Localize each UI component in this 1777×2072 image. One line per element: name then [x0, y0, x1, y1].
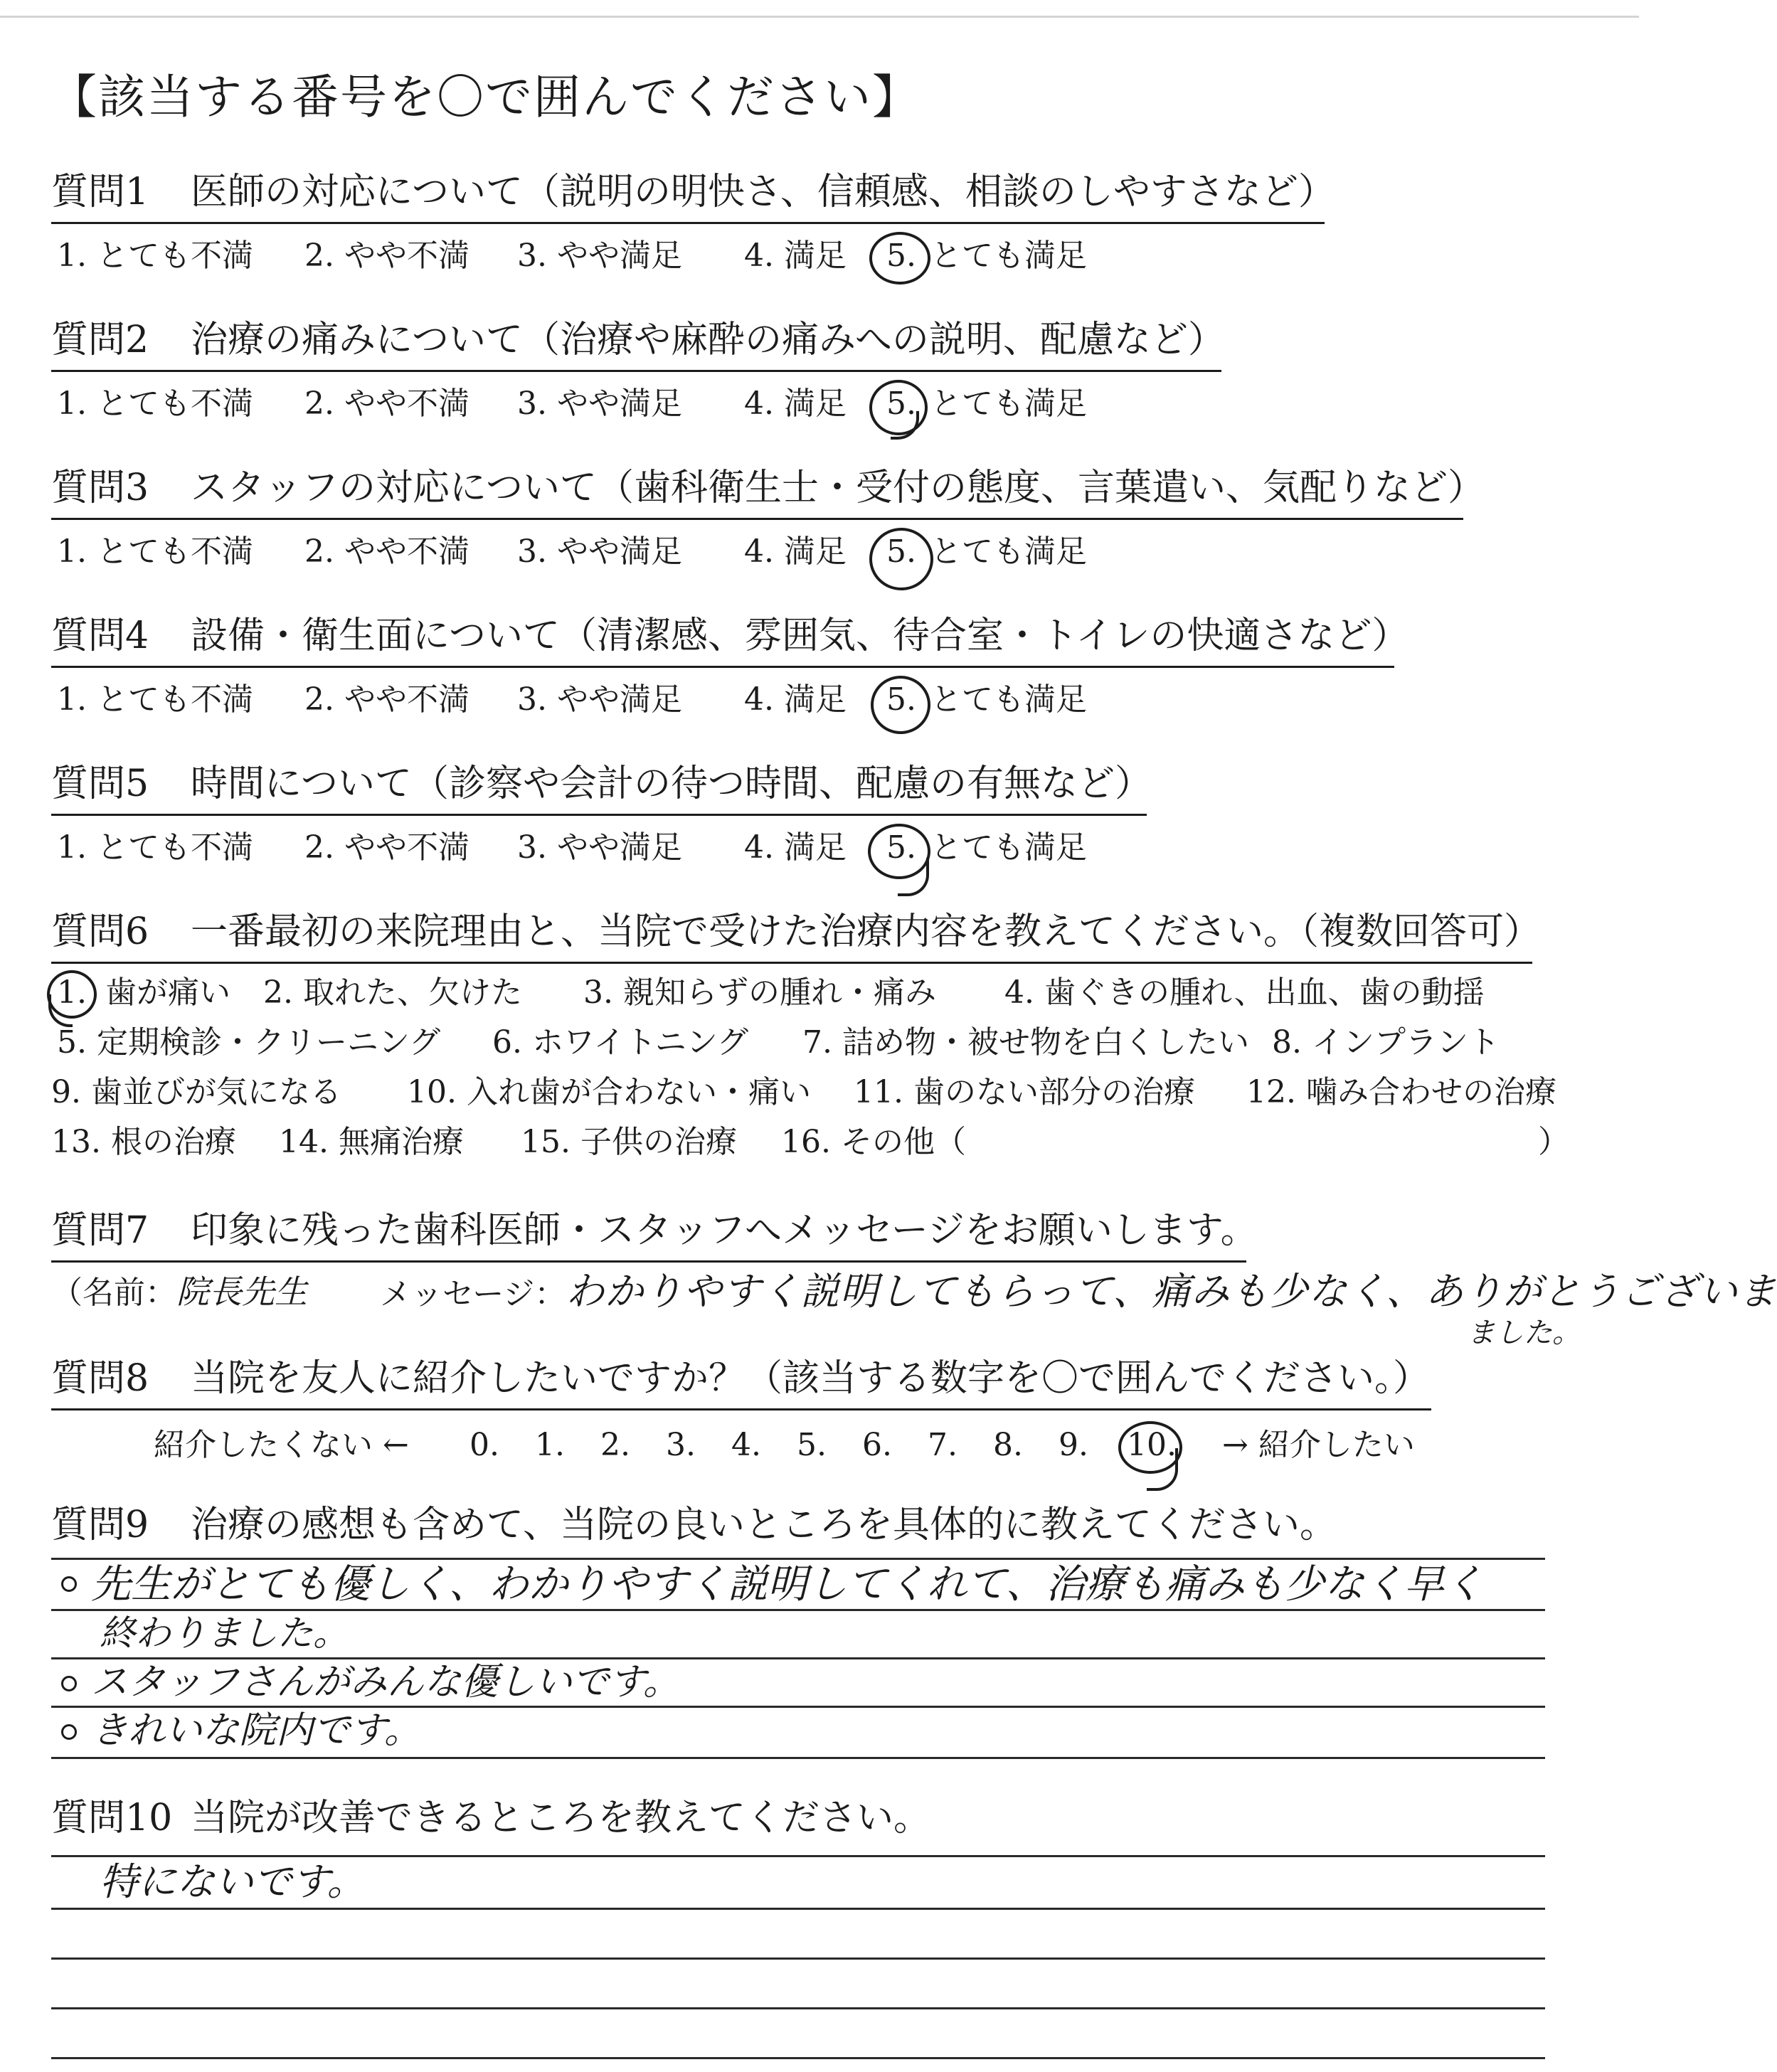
option-4[interactable]: 4. 満足	[744, 238, 847, 274]
page-top-rule	[0, 16, 1639, 18]
name-label: （名前：	[51, 1275, 176, 1311]
question-title	[51, 162, 1335, 222]
message-line-2: ました。	[1467, 1317, 1581, 1349]
q6-row-1	[51, 967, 1616, 1019]
option-4[interactable]: 4. 満足	[744, 533, 847, 570]
question-2	[51, 310, 1616, 459]
question-text: 当院を友人に紹介したいですか？（該当する数字を〇で囲んでください。）	[191, 1357, 1431, 1400]
question-number: 質問6	[51, 910, 149, 953]
option-3[interactable]: 3. やや満足	[517, 238, 682, 274]
message-field[interactable]	[380, 1263, 1777, 1320]
reason-6[interactable]: 6. ホワイトニング	[492, 1024, 749, 1061]
answer-line	[51, 1908, 1545, 1910]
question-number: 質問10	[51, 1797, 173, 1839]
option-3[interactable]: 3. やや満足	[517, 533, 682, 570]
option-5-label: とても満足	[930, 238, 1087, 274]
option-1[interactable]: 1. とても不満	[57, 238, 253, 274]
selection-circle-tail	[1147, 1448, 1178, 1491]
question-underline	[51, 814, 1147, 816]
option-4[interactable]: 4. 満足	[744, 681, 847, 718]
question-title	[51, 606, 1409, 666]
q6-row-3	[51, 1067, 1616, 1118]
bullet-icon	[61, 1724, 77, 1740]
question-title	[51, 310, 1225, 370]
recommend-scale	[51, 1420, 1616, 1471]
answer-line	[51, 1558, 1545, 1560]
selection-circle	[869, 528, 933, 590]
option-5[interactable]: 5.	[886, 238, 916, 274]
good-point-3: きれいな院内です。	[91, 1709, 421, 1752]
reason-13[interactable]: 13. 根の治療	[51, 1124, 236, 1160]
question-7	[51, 1201, 1777, 1349]
question-underline	[51, 962, 1532, 964]
reason-7[interactable]: 7. 詰め物・被せ物を白くしたい	[802, 1024, 1249, 1061]
selection-circle	[869, 232, 930, 285]
selection-circle	[871, 676, 930, 734]
option-5[interactable]: 5.	[886, 829, 916, 866]
reason-14[interactable]: 14. 無痛治療	[279, 1124, 464, 1160]
scale-right-label: → 紹介したい	[1222, 1427, 1415, 1463]
name-field[interactable]	[51, 1263, 307, 1320]
bullet-icon	[61, 1576, 77, 1592]
question-underline	[51, 370, 1221, 372]
question-underline	[51, 666, 1394, 668]
good-point-1-cont: 終わりました。	[100, 1613, 349, 1654]
bullet-icon	[61, 1676, 77, 1691]
option-1[interactable]: 1. とても不満	[57, 386, 253, 422]
q6-row-4	[51, 1117, 1616, 1168]
question-number: 質問2	[51, 319, 149, 361]
reason-3[interactable]: 3. 親知らずの腫れ・痛み	[583, 974, 936, 1011]
option-2[interactable]: 2. やや不満	[304, 681, 470, 718]
question-number: 質問9	[51, 1504, 149, 1546]
question-number: 質問5	[51, 763, 149, 805]
reason-12[interactable]: 12. 噛み合わせの治療	[1246, 1074, 1556, 1110]
question-text: 印象に残った歯科医師・スタッフへメッセージをお願いします。	[191, 1209, 1258, 1252]
reason-16-close: ）	[1538, 1124, 1569, 1160]
question-title	[51, 902, 1541, 962]
reason-1[interactable]: 歯が痛い	[105, 974, 230, 1011]
scale-7[interactable]: 7.	[928, 1427, 958, 1463]
scale-3[interactable]: 3.	[666, 1427, 696, 1463]
option-5-label: とても満足	[930, 533, 1087, 570]
scale-2[interactable]: 2.	[600, 1427, 630, 1463]
answer-line	[51, 2057, 1545, 2059]
option-3[interactable]: 3. やや満足	[517, 829, 682, 866]
question-title	[51, 1788, 930, 1848]
option-2[interactable]: 2. やや不満	[304, 386, 470, 422]
reason-11[interactable]: 11. 歯のない部分の治療	[854, 1074, 1195, 1110]
question-title	[51, 1201, 1258, 1260]
question-number: 質問8	[51, 1357, 149, 1400]
option-5-label: とても満足	[930, 681, 1087, 718]
question-1	[51, 162, 1616, 312]
reason-10[interactable]: 10. 入れ歯が合わない・痛い	[407, 1074, 811, 1110]
message-label: メッセージ：	[380, 1276, 566, 1312]
good-point-1: 先生がとても優しく、わかりやすく説明してくれて、治療も痛みも少なく早く	[91, 1561, 1484, 1608]
question-text: 時間について（診察や会計の待つ時間、配慮の有無など）	[191, 763, 1152, 805]
option-5[interactable]: 5.	[886, 681, 916, 718]
reason-9[interactable]: 9. 歯並びが気になる	[51, 1074, 341, 1110]
question-text: 治療の痛みについて（治療や麻酔の痛みへの説明、配慮など）	[191, 319, 1225, 361]
option-2[interactable]: 2. やや不満	[304, 238, 470, 274]
option-5[interactable]: 5.	[886, 386, 916, 422]
question-number: 質問3	[51, 467, 149, 509]
question-text: 治療の感想も含めて、当院の良いところを具体的に教えてください。	[191, 1504, 1337, 1546]
reason-1-number[interactable]: 1.	[57, 974, 87, 1011]
question-text: 一番最初の来院理由と、当院で受けた治療内容を教えてください。（複数回答可）	[191, 910, 1542, 953]
answer-line	[51, 1855, 1545, 1857]
selection-circle-tail	[891, 411, 919, 440]
question-text: 当院が改善できるところを教えてください。	[191, 1797, 931, 1839]
reason-5[interactable]: 5. 定期検診・クリーニング	[57, 1024, 441, 1061]
question-number: 質問4	[51, 615, 149, 657]
option-2[interactable]: 2. やや不満	[304, 533, 470, 570]
question-text: 医師の対応について（説明の明快さ、信頼感、相談のしやすさなど）	[191, 171, 1335, 213]
option-1[interactable]: 1. とても不満	[57, 533, 253, 570]
reason-2[interactable]: 2. 取れた、欠けた	[263, 974, 522, 1011]
option-3[interactable]: 3. やや満足	[517, 386, 682, 422]
option-3[interactable]: 3. やや満足	[517, 681, 682, 718]
question-8	[51, 1349, 1616, 1491]
name-value: 院長先生	[176, 1273, 307, 1311]
question-title	[51, 754, 1152, 814]
answer-line	[51, 1757, 1545, 1759]
option-1[interactable]: 1. とても不満	[57, 829, 253, 866]
scale-6[interactable]: 6.	[862, 1427, 892, 1463]
scale-8[interactable]: 8.	[993, 1427, 1023, 1463]
scale-left-label: 紹介したくない ←	[154, 1427, 409, 1463]
question-number: 質問7	[51, 1209, 149, 1252]
scale-4[interactable]: 4.	[731, 1427, 761, 1463]
question-10	[51, 1788, 1616, 1845]
scale-10[interactable]: 10.	[1127, 1427, 1177, 1463]
scale-0[interactable]: 0.	[470, 1427, 499, 1463]
reason-16[interactable]: 16. その他（	[781, 1124, 966, 1160]
reason-4[interactable]: 4. 歯ぐきの腫れ、出血、歯の動揺	[1004, 974, 1485, 1011]
selection-circle-tail	[898, 858, 929, 896]
form-heading: 【該当する番号を〇で囲んでください】	[50, 70, 921, 124]
reason-15[interactable]: 15. 子供の治療	[521, 1124, 737, 1160]
scale-9[interactable]: 9.	[1059, 1427, 1088, 1463]
option-4[interactable]: 4. 満足	[744, 386, 847, 422]
question-3	[51, 458, 1616, 607]
question-5	[51, 754, 1616, 903]
answer-line	[51, 2007, 1545, 2009]
scale-1[interactable]: 1.	[535, 1427, 565, 1463]
good-point-2: スタッフさんがみんな優しいです。	[91, 1661, 680, 1704]
message-line-1: わかりやすく説明してもらって、痛みも少なく、ありがとうございま	[566, 1269, 1777, 1314]
option-4[interactable]: 4. 満足	[744, 829, 847, 866]
option-1[interactable]: 1. とても不満	[57, 681, 253, 718]
question-text: 設備・衛生面について（清潔感、雰囲気、待合室・トイレの快適さなど）	[191, 615, 1409, 657]
improvement-answer: 特にないです。	[100, 1859, 366, 1904]
answer-line	[51, 1957, 1545, 1960]
question-underline	[51, 518, 1463, 520]
option-5-label: とても満足	[930, 829, 1087, 866]
question-4	[51, 606, 1616, 755]
reason-8[interactable]: 8. インプラント	[1272, 1024, 1500, 1061]
question-text: スタッフの対応について（歯科衛生士・受付の態度、言葉遣い、気配りなど）	[191, 467, 1485, 509]
question-underline	[51, 222, 1325, 224]
scale-5[interactable]: 5.	[797, 1427, 827, 1463]
q6-row-2	[51, 1017, 1616, 1068]
question-underline	[51, 1260, 1246, 1263]
question-underline	[51, 1408, 1431, 1410]
option-5[interactable]: 5.	[886, 533, 916, 570]
question-title	[51, 1349, 1430, 1408]
question-title	[51, 1495, 1337, 1555]
question-6	[51, 902, 1616, 1172]
question-title	[51, 458, 1485, 518]
option-2[interactable]: 2. やや不満	[304, 829, 470, 866]
question-9	[51, 1495, 1616, 1552]
option-5-label: とても満足	[930, 386, 1087, 422]
question-number: 質問1	[51, 171, 149, 213]
